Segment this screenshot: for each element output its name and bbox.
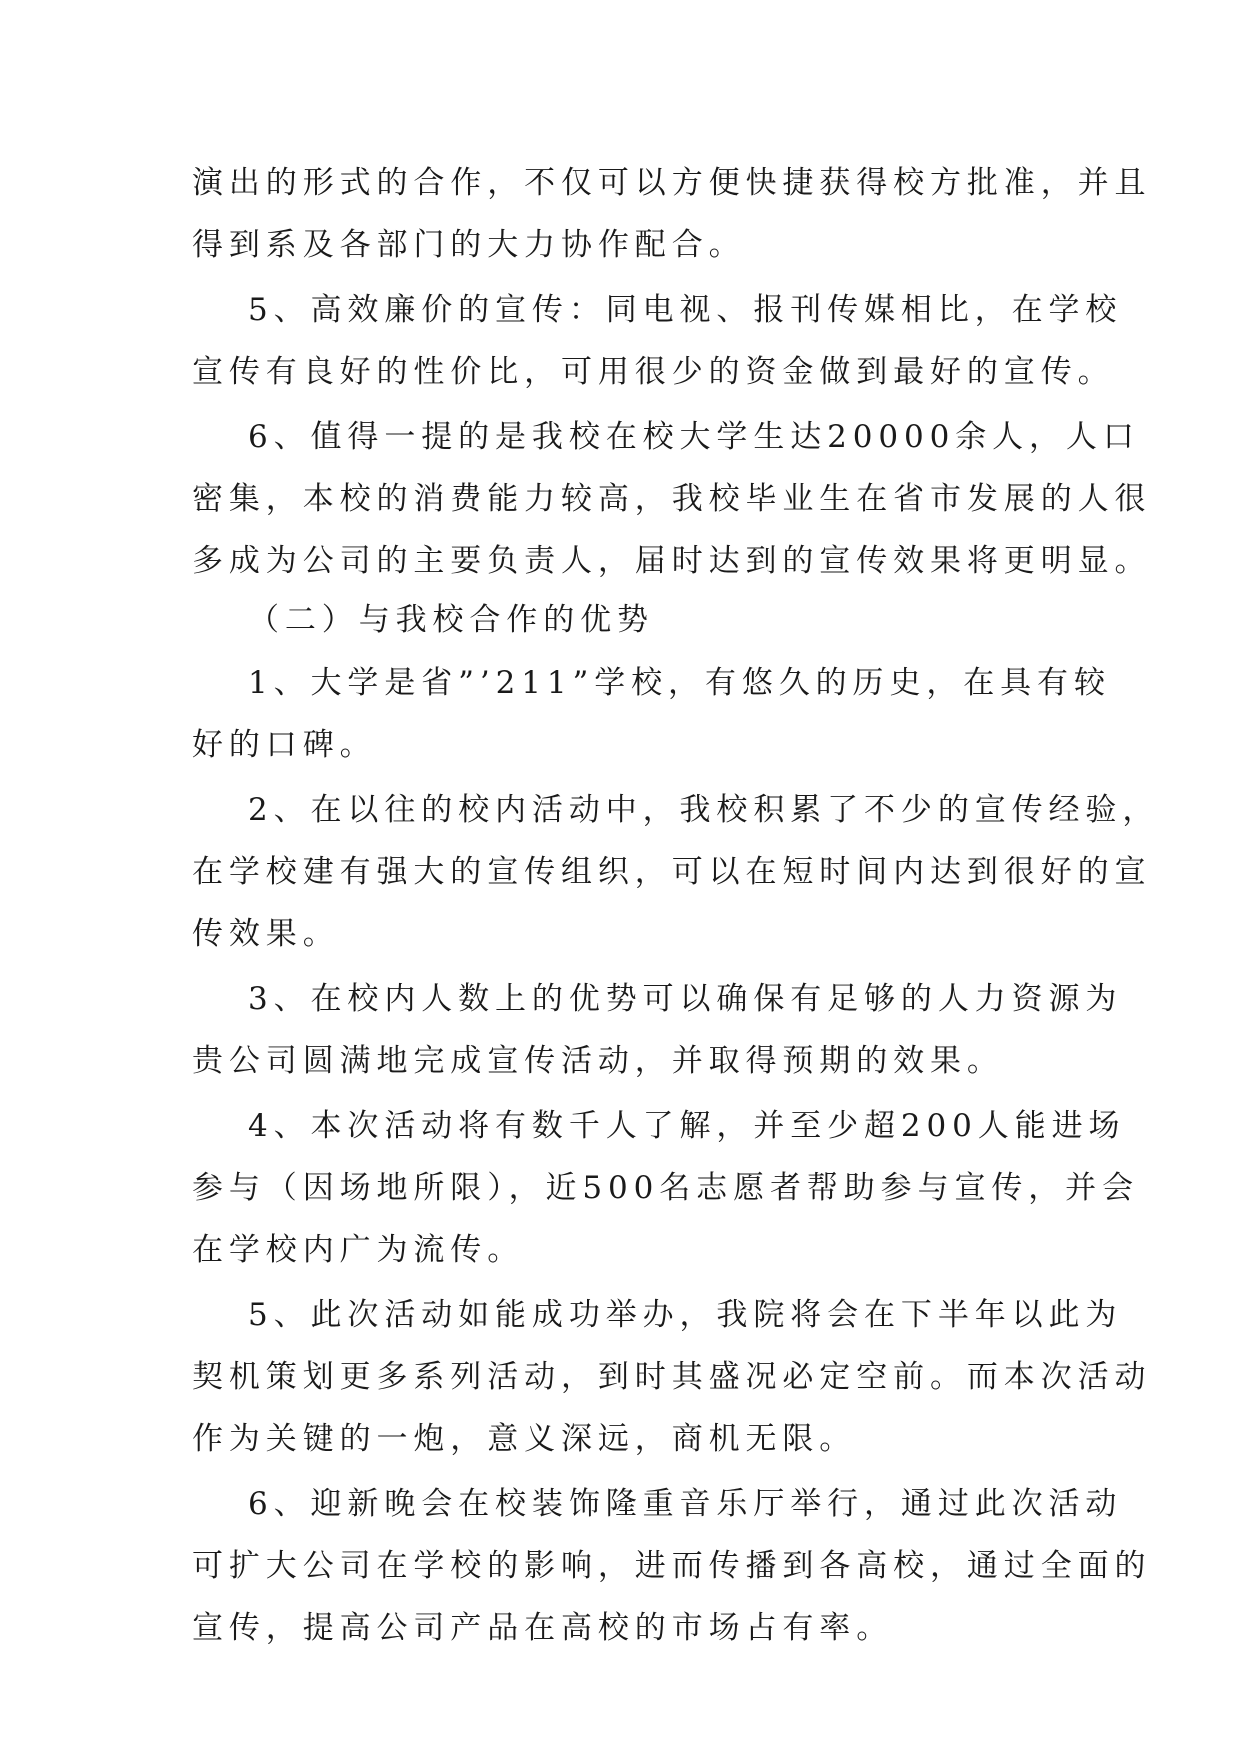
paragraph-line: 3、在校内人数上的优势可以确保有足够的人力资源为 xyxy=(248,981,1123,1017)
paragraph-line: 作为关键的一炮，意义深远，商机无限。 xyxy=(192,1421,857,1457)
paragraph-line: 在学校内广为流传。 xyxy=(192,1232,525,1268)
paragraph-line: 6、迎新晚会在校装饰隆重音乐厅举行，通过此次活动 xyxy=(248,1486,1123,1522)
paragraph-line: 贵公司圆满地完成宣传活动，并取得预期的效果。 xyxy=(192,1043,1004,1079)
paragraph-line: 参与（因场地所限），近500名志愿者帮助参与宣传，并会 xyxy=(192,1170,1139,1206)
paragraph-line: 好的口碑。 xyxy=(192,727,377,763)
paragraph-line: 宣传，提高公司产品在高校的市场占有率。 xyxy=(192,1610,894,1646)
section-heading: （二）与我校合作的优势 xyxy=(248,602,654,638)
paragraph-line: 4、本次活动将有数千人了解，并至少超200人能进场 xyxy=(248,1108,1126,1144)
paragraph-line: 密集，本校的消费能力较高，我校毕业生在省市发展的人很 xyxy=(192,481,1152,517)
paragraph-line: 5、此次活动如能成功举办，我院将会在下半年以此为 xyxy=(248,1297,1123,1333)
paragraph-line: 多成为公司的主要负责人，届时达到的宣传效果将更明显。 xyxy=(192,543,1152,579)
paragraph-line: 传效果。 xyxy=(192,916,340,952)
paragraph-line: 1、大学是省”’211”学校，有悠久的历史，在具有较 xyxy=(248,665,1111,701)
paragraph-line: 6、值得一提的是我校在校大学生达20000余人，人口 xyxy=(248,419,1140,455)
paragraph-line: 在学校建有强大的宣传组织，可以在短时间内达到很好的宣 xyxy=(192,854,1152,890)
paragraph-line: 契机策划更多系列活动，到时其盛况必定空前。而本次活动 xyxy=(192,1359,1152,1395)
paragraph-line: 演出的形式的合作，不仅可以方便快捷获得校方批准，并且 xyxy=(192,165,1152,201)
paragraph-line: 得到系及各部门的大力协作配合。 xyxy=(192,227,746,263)
paragraph-line: 5、高效廉价的宣传：同电视、报刊传媒相比，在学校 xyxy=(248,292,1123,328)
paragraph-line: 2、在以往的校内活动中，我校积累了不少的宣传经验， xyxy=(248,792,1160,828)
paragraph-line: 宣传有良好的性价比，可用很少的资金做到最好的宣传。 xyxy=(192,354,1115,390)
paragraph-line: 可扩大公司在学校的影响，进而传播到各高校，通过全面的 xyxy=(192,1548,1152,1584)
